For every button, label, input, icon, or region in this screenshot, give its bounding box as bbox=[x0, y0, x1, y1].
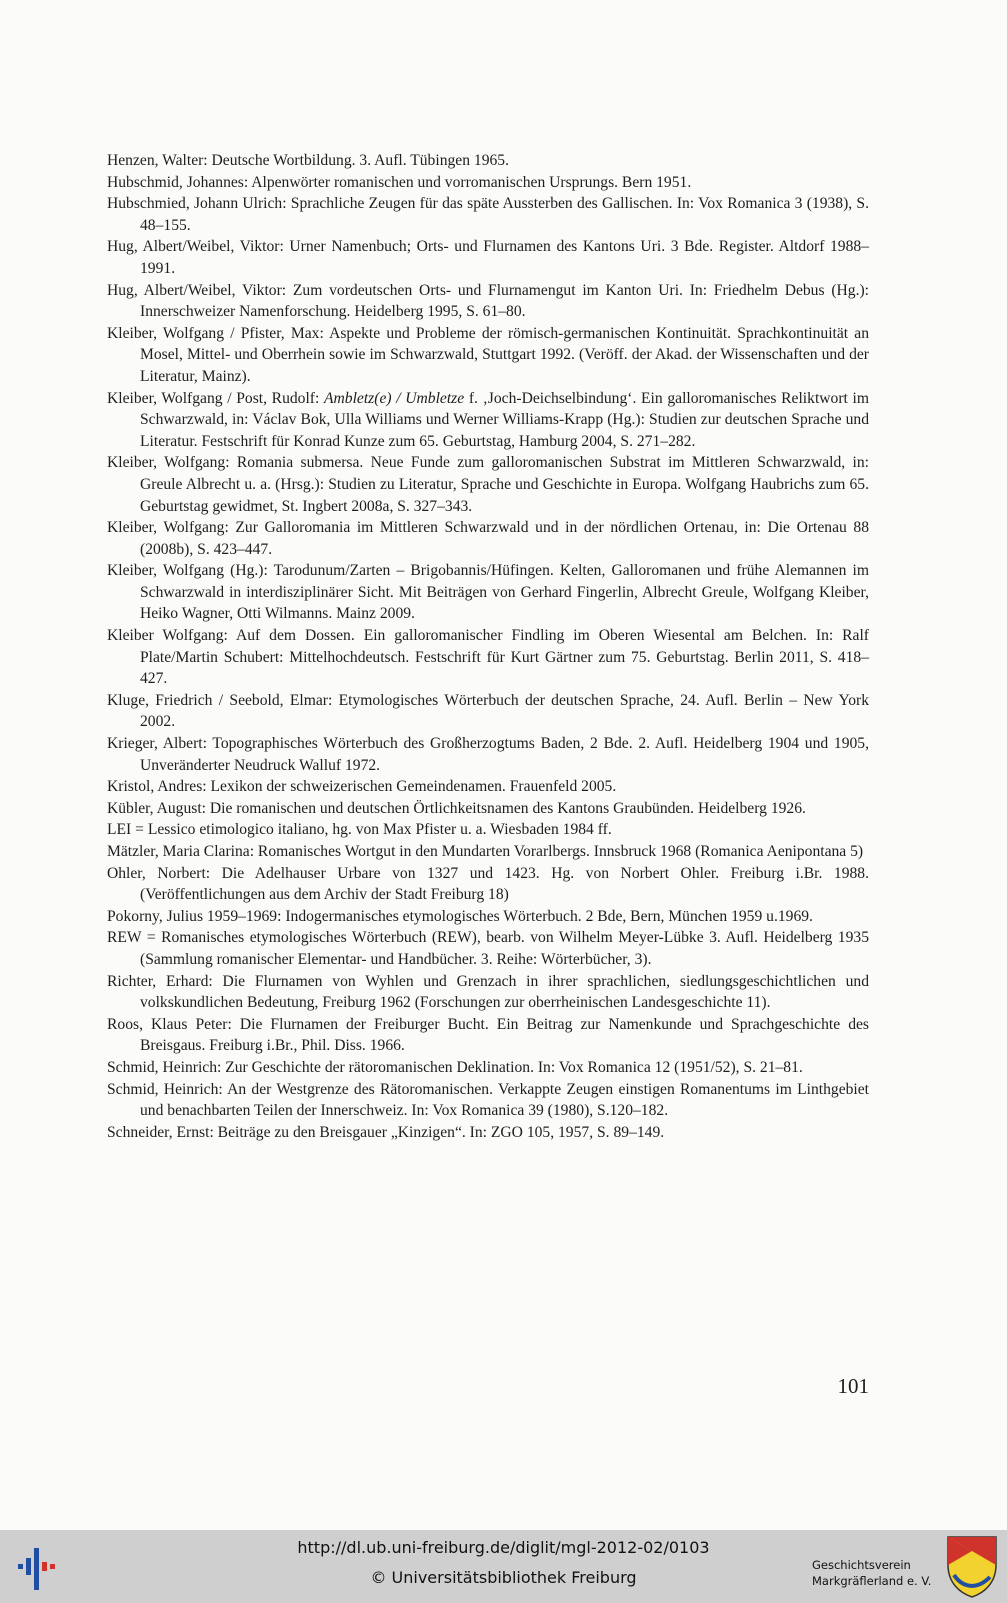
reference-entry: LEI = Lessico etimologico italiano, hg. von Max Pfister u. a. Wiesbaden 1984 ff. bbox=[107, 821, 612, 839]
reference-entry: Schmid, Heinrich: Zur Geschichte der rätoromanischen Deklination. In: Vox Romanica 12 (1951/52), S. 21–81. bbox=[107, 1058, 803, 1076]
reference-entry: Hubschmied, Johann Ulrich: Sprachliche Zeugen für das späte Aussterben des Gallischen. In: Vox Romanica 3 (1938), S. 48–155. bbox=[107, 195, 869, 234]
reference-entry: Kleiber, Wolfgang: Zur Galloromania im Mittleren Schwarzwald und in der nördlichen Ortenau, in: Die Ortenau 88 (2008b), S. 423–447. bbox=[107, 519, 869, 558]
reference-entry: Richter, Erhard: Die Flurnamen von Wyhlen und Grenzach in ihrer sprachlichen, siedlungsgeschichtlichen und volkskundlichen Bedeutung, Freiburg 1962 (Forschungen zur oberrheinischen Landesgeschichte 11). bbox=[107, 972, 869, 1012]
reference-entry: Hug, Albert/Weibel, Viktor: Zum vordeutschen Orts- und Flurnamengut im Kanton Uri. In: Friedhelm Debus (Hg.): Innerschweizer Namenforschung. Heidelberg 1995, S. 61–80. bbox=[107, 281, 869, 321]
reference-entry: Kluge, Friedrich / Seebold, Elmar: Etymologisches Wörterbuch der deutschen Sprache, 24. Aufl. Berlin – New York 2002. bbox=[107, 691, 869, 731]
society-name bbox=[812, 1557, 931, 1589]
society-name-line: Markgräflerland e. V. bbox=[812, 1574, 932, 1588]
reference-entry: Krieger, Albert: Topographisches Wörterbuch des Großherzogtums Baden, 2 Bde. 2. Aufl. Heidelberg 1904 und 1905, Unveränderter Neudruck Walluf 1972. bbox=[107, 735, 869, 774]
reference-entry: Kleiber, Wolfgang: Romania submersa. Neue Funde zum galloromanischen Substrat im Mittleren Schwarzwald, in: Greule Albrecht u. a. (Hrsg.): Studien zu Literatur, Sprache und Geschichte in Europa. Wolfgang Haubrichs zum 65. Geburtstag gewidmet, St. Ingbert 2008a, S. 327–343. bbox=[107, 454, 869, 515]
reference-entry: Schneider, Ernst: Beiträge zu den Breisgauer „Kinzigen“. In: ZGO 105, 1957, S. 89–149. bbox=[107, 1123, 665, 1141]
page-number: 101 bbox=[837, 1374, 869, 1398]
reference-entry: Schmid, Heinrich: An der Westgrenze des Rätoromanischen. Verkappte Zeugen einstigen Romanentums im Linthgebiet und benachbarten Teilen der Innerschweiz. In: Vox Romanica 39 (1980), S.120–182. bbox=[107, 1080, 869, 1120]
reference-entry: REW = Romanisches etymologisches Wörterbuch (REW), bearb. von Wilhelm Meyer-Lübke 3. Aufl. Heidelberg 1935 (Sammlung romanischer Elementar- und Handbücher. 3. Reihe: Wörterbücher, 3). bbox=[107, 929, 869, 968]
reference-entry: Roos, Klaus Peter: Die Flurnamen der Freiburger Bucht. Ein Beitrag zur Namenkunde und Sprachgeschichte des Breisgaus. Freiburg i.Br., Phil. Diss. 1966. bbox=[107, 1015, 869, 1055]
document-url-link[interactable]: http://dl.ub.uni-freiburg.de/diglit/mgl-2012-02/0103 bbox=[297, 1538, 710, 1557]
bibliography-list bbox=[107, 150, 869, 1143]
reference-entry: Kübler, August: Die romanischen und deutschen Örtlichkeitsnamen des Kantons Graubünden. Heidelberg 1926. bbox=[107, 799, 806, 817]
viewer-footer bbox=[0, 1530, 1007, 1603]
copyright-notice: © Universitätsbibliothek Freiburg bbox=[370, 1568, 637, 1587]
reference-entry: Henzen, Walter: Deutsche Wortbildung. 3. Aufl. Tübingen 1965. bbox=[107, 152, 509, 169]
reference-entry: Kleiber, Wolfgang / Post, Rudolf: Ambletz(e) / Umbletze f. ‚Joch-Deichselbindung‘. Ein galloromanisches Reliktwort im Schwarzwald, in: Václav Bok, Ulla Williams und Werner Williams-Krapp (Hg.): Studien zur deutschen Sprache und Literatur. Festschrift für Konrad Kunze zum 65. Geburtstag, Hamburg 2004, S. 271–282. bbox=[107, 389, 869, 450]
reference-entry: Kleiber, Wolfgang (Hg.): Tarodunum/Zarten – Brigobannis/Hüfingen. Kelten, Galloromanen und frühe Alemannen im Schwarzwald in interdisziplinärer Sicht. Mit Beiträgen von Gerhard Fingerlin, Albrecht Greule, Wolfgang Kleiber, Heiko Wagner, Otti Wilmanns. Mainz 2009. bbox=[107, 562, 869, 623]
reference-entry: Hug, Albert/Weibel, Viktor: Urner Namenbuch; Orts- und Flurnamen des Kantons Uri. 3 Bde. Register. Altdorf 1988–1991. bbox=[107, 238, 869, 277]
reference-entry: Kleiber Wolfgang: Auf dem Dossen. Ein galloromanischer Findling im Oberen Wiesental am Belchen. In: Ralf Plate/Martin Schubert: Mittelhochdeutsch. Festschrift für Kurt Gärtner zum 75. Geburtstag. Berlin 2011, S. 418–427. bbox=[107, 627, 869, 688]
reference-entry: Hubschmid, Johannes: Alpenwörter romanischen und vorromanischen Ursprungs. Bern 1951. bbox=[107, 173, 692, 191]
reference-entry: Mätzler, Maria Clarina: Romanisches Wortgut in den Mundarten Vorarlbergs. Innsbruck 1968 (Romanica Aenipontana 5) bbox=[107, 843, 864, 860]
reference-entry: Pokorny, Julius 1959–1969: Indogermanisches etymologisches Wörterbuch. 2 Bde, Bern, München 1959 u.1969. bbox=[107, 907, 813, 925]
society-name-line: Geschichtsverein bbox=[812, 1558, 911, 1572]
reference-entry: Kristol, Andres: Lexikon der schweizerischen Gemeindenamen. Frauenfeld 2005. bbox=[107, 778, 617, 796]
reference-entry: Kleiber, Wolfgang / Pfister, Max: Aspekte und Probleme der römisch-germanischen Kontinuität. Sprachkontinuität an Mosel, Mittel- und Oberrhein sowie im Schwarzwald, Stuttgart 1992. (Veröff. der Akad. der Wissenschaften und der Literatur, Mainz). bbox=[107, 324, 869, 385]
coat-of-arms-icon bbox=[946, 1535, 998, 1599]
reference-italic-title: Ambletz(e) / Umbletze bbox=[324, 389, 465, 407]
reference-entry: Ohler, Norbert: Die Adelhauser Urbare von 1327 und 1423. Hg. von Norbert Ohler. Freiburg i.Br. 1988. (Veröffentlichungen aus dem Archiv der Stadt Freiburg 18) bbox=[107, 864, 869, 904]
